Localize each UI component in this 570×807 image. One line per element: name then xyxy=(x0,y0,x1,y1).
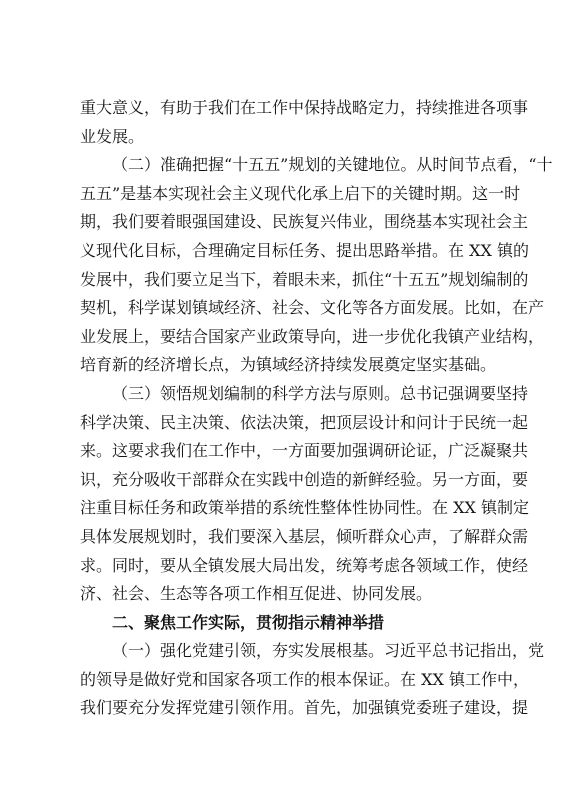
text-line: 求。同时，要从全镇发展大局出发，统筹考虑各领域工作，使经 xyxy=(80,555,529,575)
text-line: 济、社会、生态等各项工作相互促进、协同发展。 xyxy=(80,584,433,604)
text-line: 来。这要求我们在工作中，一方面要加强调研论证，广泛凝聚共 xyxy=(80,441,529,461)
text-line: 我们要充分发挥党建引领作用。首先，加强镇党委班子建设，提 xyxy=(80,698,529,718)
text-line: 的领导是做好党和国家各项工作的根本保证。在 XX 镇工作中， xyxy=(80,669,529,689)
section-heading: 二、聚焦工作实际，贯彻指示精神举措 xyxy=(112,612,385,632)
text-line: 发展中，我们要立足当下，着眼未来，抓住“十五五”规划编制的 xyxy=(80,269,529,289)
text-line: 业发展上，要结合国家产业政策导向，进一步优化我镇产业结构， xyxy=(80,326,545,346)
text-line: 培育新的经济增长点，为镇域经济持续发展奠定坚实基础。 xyxy=(80,355,497,375)
text-line: 重大意义，有助于我们在工作中保持战略定力，持续推进各项事 xyxy=(80,98,529,117)
text-line: 五五”是基本实现社会主义现代化承上启下的关键时期。这一时 xyxy=(80,183,521,203)
text-line: （三）领悟规划编制的科学方法与原则。总书记强调要坚持 xyxy=(112,383,529,403)
text-line: 义现代化目标，合理确定目标任务、提出思路举措。在 XX 镇的 xyxy=(80,240,529,260)
text-line: 科学决策、民主决策、依法决策，把顶层设计和问计于民统一起 xyxy=(80,412,529,432)
text-line: 期，我们要着眼强国建设、民族复兴伟业，围绕基本实现社会主 xyxy=(80,212,529,232)
text-line: （一）强化党建引领，夯实发展根基。习近平总书记指出，党 xyxy=(112,641,545,661)
text-line: 注重目标任务和政策举措的系统性整体性协同性。在 XX 镇制定 xyxy=(80,498,529,518)
text-line: 业发展。 xyxy=(80,126,145,146)
text-line: 契机，科学谋划镇域经济、社会、文化等各方面发展。比如，在产 xyxy=(80,298,545,318)
text-line: 具体发展规划时，我们要深入基层，倾听群众心声，了解群众需 xyxy=(80,526,529,546)
text-line: 识，充分吸收干部群众在实践中创造的新鲜经验。另一方面，要 xyxy=(80,469,529,489)
text-line: （二）准确把握“十五五”规划的关键地位。从时间节点看，“十 xyxy=(112,155,553,175)
document-body xyxy=(80,94,553,723)
